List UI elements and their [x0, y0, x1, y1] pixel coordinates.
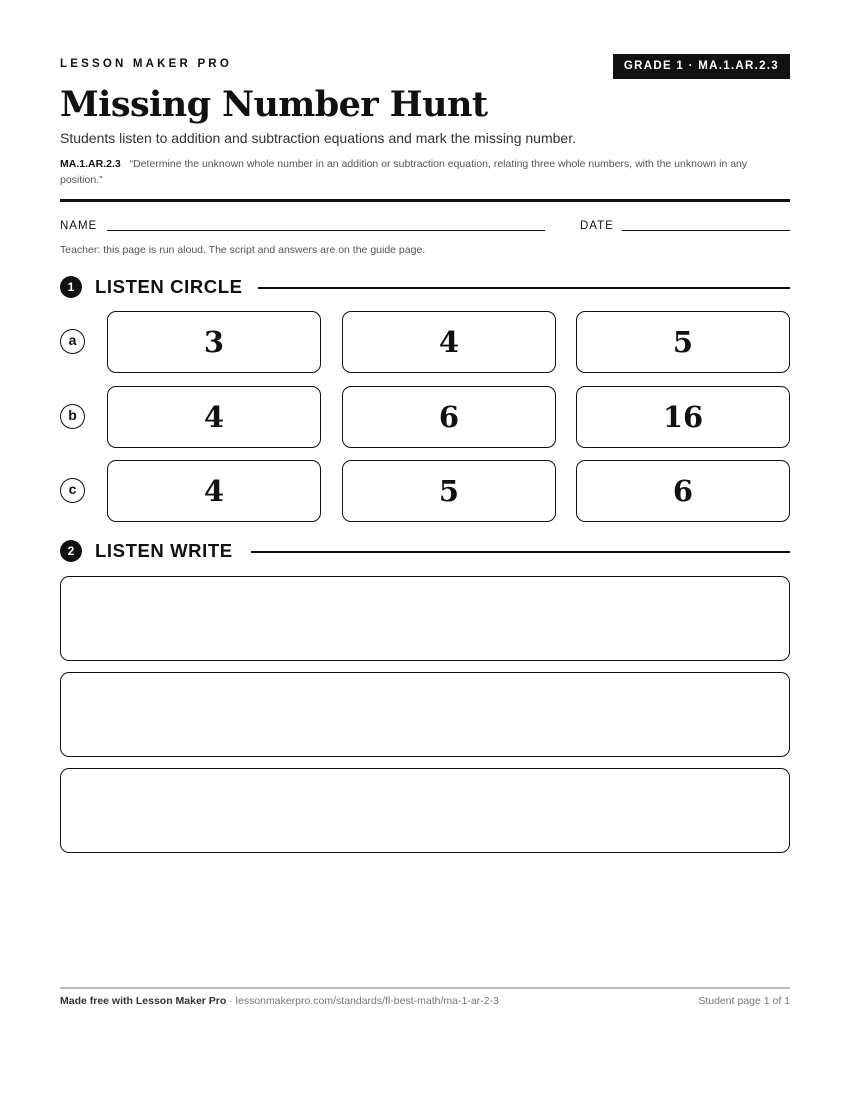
footer-separator: ·	[226, 995, 236, 1007]
page-subtitle: Students listen to addition and subtraction equations and mark the missing number.	[60, 130, 576, 146]
brand-name: LESSON MAKER PRO	[60, 58, 232, 70]
footer-made-with: Made free with Lesson Maker Pro	[60, 995, 227, 1007]
choice-a-2[interactable]: 4	[342, 311, 556, 373]
footer-credit	[60, 995, 499, 1007]
date-field[interactable]	[622, 230, 790, 231]
section-title: LISTEN WRITE	[95, 540, 233, 561]
footer-url[interactable]: lessonmakerpro.com/standards/fl-best-math/ma-1-ar-2-3	[235, 995, 499, 1007]
grade-badge: GRADE 1 · MA.1.AR.2.3	[613, 54, 790, 79]
header-divider	[60, 199, 790, 202]
section-divider	[251, 551, 790, 553]
section-number-badge: 1	[60, 276, 82, 298]
standard-description	[60, 156, 790, 188]
choice-b-2[interactable]: 6	[342, 386, 556, 448]
name-field[interactable]	[107, 230, 545, 231]
write-box-2[interactable]	[60, 672, 790, 757]
row-letter-b: b	[60, 404, 85, 429]
choice-c-3[interactable]: 6	[576, 460, 790, 522]
standard-text: “Determine the unknown whole number in an addition or subtraction equation, relating three whole numbers, with the unknown in any position.”	[60, 158, 748, 186]
worksheet-page	[60, 0, 790, 1100]
name-label: NAME	[60, 220, 98, 232]
write-box-3[interactable]	[60, 768, 790, 853]
page-title: Missing Number Hunt	[60, 84, 488, 125]
row-letter-c: c	[60, 478, 85, 503]
date-label: DATE	[580, 220, 614, 232]
choice-a-1[interactable]: 3	[107, 311, 321, 373]
section-listen-write	[60, 539, 790, 563]
choice-b-1[interactable]: 4	[107, 386, 321, 448]
choice-a-3[interactable]: 5	[576, 311, 790, 373]
standard-code: MA.1.AR.2.3	[60, 158, 121, 170]
teacher-note: Teacher: this page is run aloud. The script and answers are on the guide page.	[60, 244, 426, 256]
write-box-1[interactable]	[60, 576, 790, 661]
choice-c-1[interactable]: 4	[107, 460, 321, 522]
footer-page-number: Student page 1 of 1	[698, 995, 790, 1007]
footer-divider	[60, 987, 790, 989]
section-divider	[258, 287, 790, 289]
section-title: LISTEN CIRCLE	[95, 276, 243, 297]
section-listen-circle	[60, 275, 790, 299]
choice-c-2[interactable]: 5	[342, 460, 556, 522]
section-number-badge: 2	[60, 540, 82, 562]
choice-b-3[interactable]: 16	[576, 386, 790, 448]
row-letter-a: a	[60, 329, 85, 354]
